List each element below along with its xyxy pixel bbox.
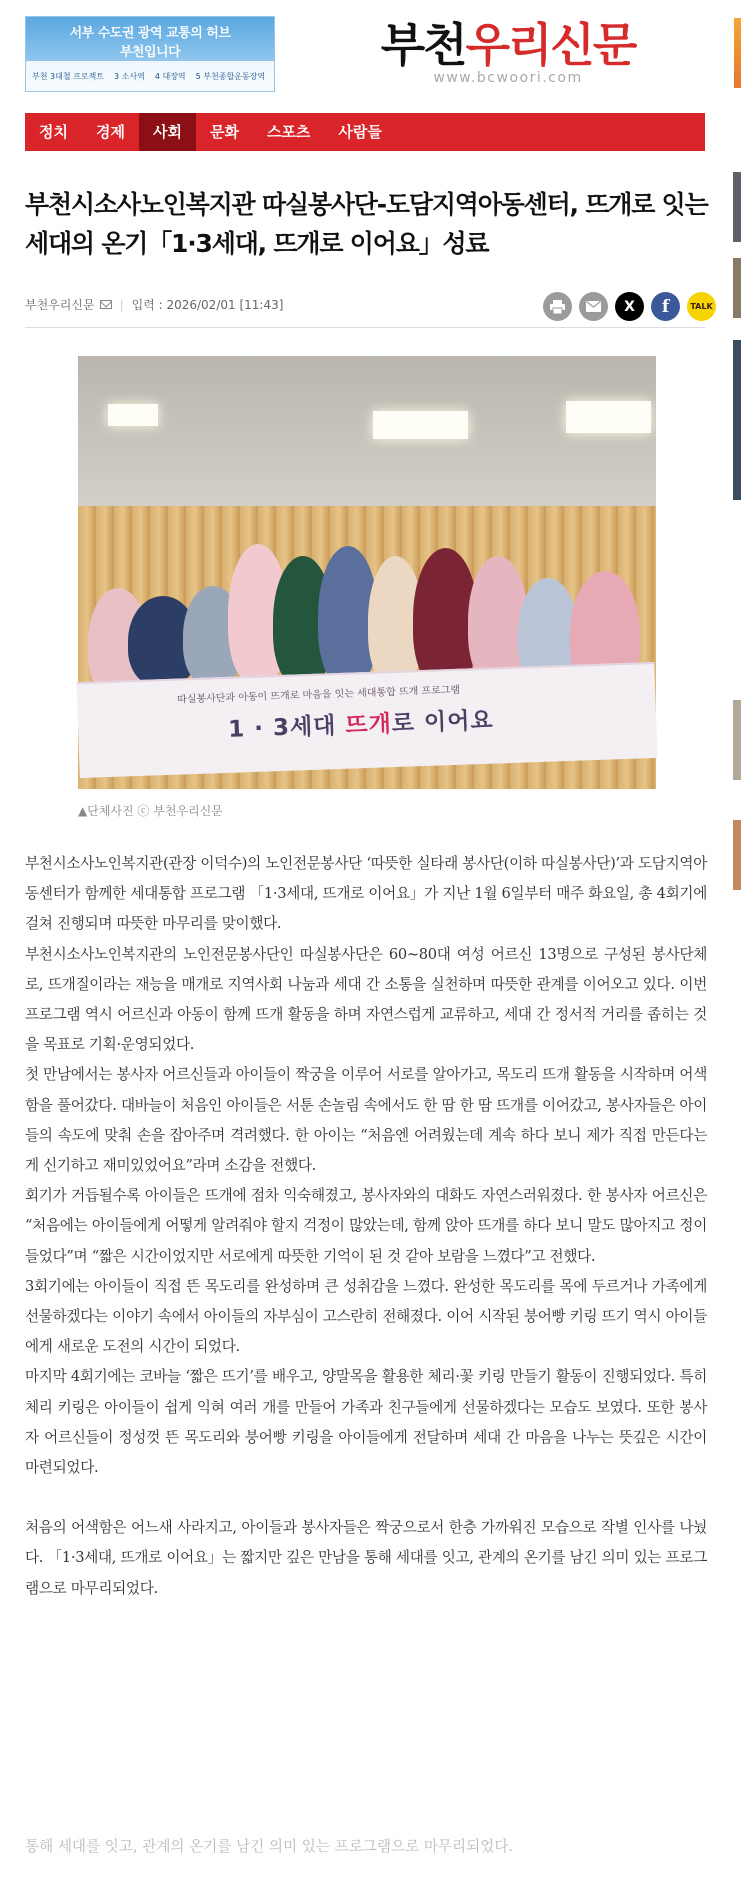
share-buttons (543, 292, 716, 321)
nav-item-economy[interactable]: 경제 (95, 123, 125, 141)
meta-divider: | (119, 297, 124, 312)
article-paragraph: 회기가 거듭될수록 아이들은 뜨개에 점차 익숙해졌고, 봉사자와의 대화도 자연스러워졌다. 한 봉사자 어르신은 “처음에는 아이들에게 어떻게 알려줘야 할지 걱정이 많았는데, 함께 앉아 뜨개를 하다 보니 말도 많아지고 정이 들었다”며 “짧은 시간이었지만 서로에게 따뜻한 기억이 된 것 같아 보람을 느꼈다”고 전했다. (25, 1187, 707, 1265)
ad-line-item: 4 대장역 (154, 71, 186, 81)
photo-banner-title-a: 1 · 3세대 (227, 712, 346, 743)
logo-part-black: 부천 (380, 18, 466, 72)
article-cutoff-line (25, 1838, 707, 1874)
print-icon[interactable] (543, 292, 572, 321)
site-logo[interactable] (378, 18, 638, 86)
author-name[interactable]: 부천우리신문 (25, 298, 95, 312)
article-paragraph: 처음의 어색함은 어느새 사라지고, 아이들과 봉사자들은 짝궁으로서 한층 가까워진 모습으로 작별 인사를 나눴다. 「1·3세대, 뜨개로 이어요」는 짧지만 깊은 만남을 통해 세대를 잇고, 관계의 온기를 남긴 의미 있는 프로그램으로 마무리되었다. (25, 1519, 707, 1597)
article-paragraph: 3회기에는 아이들이 직접 뜬 목도리를 완성하며 큰 성취감을 느꼈다. 완성한 목도리를 목에 두르거나 가족에게 선물하겠다는 이야기 속에서 아이들의 자부심이 고스란히 전해졌다. 이어 시작된 붕어빵 키링 뜨기 역시 아이들에게 새로운 도전의 시간이 되었다. (25, 1277, 707, 1356)
photo-ceiling-light (108, 404, 158, 426)
photo-ceiling-light (373, 411, 468, 439)
nav-item-politics[interactable]: 정치 (39, 123, 68, 141)
nav-item-culture[interactable]: 문화 (209, 123, 239, 141)
photo-caption: ▲단체사진 ⓒ 부천우리신문 (78, 804, 223, 818)
ad-headline: 서부 수도권 광역 교통의 허브 (69, 26, 231, 41)
logo-wordmark (378, 18, 638, 72)
article-paragraph: 부천시소사노인복지관의 노인전문봉사단인 따실봉사단은 60~80대 여성 어르신 13명으로 구성된 봉사단체로, 뜨개질이라는 재능을 매개로 지역사회 나눔과 세대 간 소통을 실천하며 따뜻한 관계를 이어오고 있다. 이번 프로그램 역시 어르신과 아동이 함께 뜨개 활동을 하며 자연스럽게 교류하고, 세대 간 정서적 거리를 좁히는 것을 목표로 기획·운영되었다. (25, 945, 707, 1054)
email-icon[interactable] (579, 292, 608, 321)
side-thumbnail[interactable] (733, 172, 741, 242)
header-divider (25, 327, 705, 328)
main-nav (25, 113, 705, 151)
header-ad-banner[interactable] (25, 16, 275, 92)
article-title: 부천시소사노인복지관 따실봉사단-도담지역아동센터, 뜨개로 잇는 세대의 온기「1·3세대, 뜨개로 이어요」성료 (25, 190, 708, 258)
photo-ceiling-light (566, 401, 651, 433)
kakaotalk-share-icon[interactable]: TALK (687, 292, 716, 321)
facebook-share-icon[interactable]: f (651, 292, 680, 321)
article-paragraph: 부천시소사노인복지관(관장 이덕수)의 노인전문봉사단 ‘따뜻한 실타래 봉사단(이하 따실봉사단)’과 도담지역아동센터가 함께한 세대통합 프로그램 「1·3세대, 뜨개로 이어요」가 지난 1월 6일부터 매주 화요일, 총 4회기에 걸쳐 진행되며 따뜻한 마무리를 맞이했다. (25, 855, 707, 933)
ad-line-item: 5 부천종합운동장역 (195, 71, 266, 81)
side-thumbnail[interactable] (733, 700, 741, 780)
ad-line-item: 부천 3대철 프로젝트 (32, 71, 104, 81)
logo-part-red: 우리신문 (465, 18, 636, 72)
side-thumbnail[interactable] (733, 340, 741, 500)
nav-item-people[interactable]: 사람들 (338, 123, 382, 141)
photo-banner-title (228, 702, 495, 744)
article-meta (25, 296, 283, 313)
photo-banner (77, 662, 658, 778)
nav-item-society[interactable]: 사회 (139, 113, 196, 151)
photo-banner-title-highlight: 뜨개 (344, 711, 393, 739)
article-paragraph: 첫 만남에서는 봉사자 어르신들과 아이들이 짝궁을 이루어 서로를 알아가고, 목도리 뜨개 활동을 시작하며 어색함을 풀어갔다. 대바늘이 처음인 아이들은 서툰 손놀림 속에서도 한 땀 한 땀 뜨개를 이어갔고, 봉사자들은 아이들의 속도에 맞춰 손을 잡아주며 격려했다. 한 아이는 “처음엔 어려웠는데 계속 하다 보니 제가 직접 만든다는 게 신기하고 재미있었어요”라며 소감을 전했다. (25, 1066, 708, 1175)
side-thumbnail[interactable] (733, 820, 741, 890)
article-photo[interactable] (78, 356, 656, 789)
logo-url: www.bcwoori.com (433, 70, 583, 86)
cutoff-text: 통해 세대를 잇고, 관계의 온기를 남긴 의미 있는 프로그램으로 마무리되었다. (25, 1838, 514, 1855)
article-body (25, 849, 707, 1604)
ad-line-item: 3 소사역 (114, 71, 145, 81)
photo-banner-title-c: 로 이어요 (391, 707, 495, 738)
ad-line-strip (26, 61, 274, 91)
side-ad-edge[interactable] (734, 18, 741, 88)
publish-date: 입력 : 2026/02/01 [11:43] (131, 298, 284, 312)
nav-item-sports[interactable]: 스포츠 (266, 123, 311, 141)
ad-subheadline: 부천입니다 (119, 45, 181, 60)
photo-banner-subtitle: 따실봉사단과 아동이 뜨개로 마음을 잇는 세대통합 뜨개 프로그램 (176, 684, 461, 706)
x-share-icon[interactable]: X (615, 292, 644, 321)
mail-icon[interactable] (100, 300, 112, 309)
article-paragraph: 마지막 4회기에는 코바늘 ‘짧은 뜨기’를 배우고, 양말목을 활용한 체리·꽃 키링 만들기 활동이 진행되었다. 특히 체리 키링은 아이들이 쉽게 익혀 여러 개를 만들어 가족과 친구들에게 선물하겠다는 모습도 보였다. 또한 봉사자 어르신들이 정성껏 뜬 목도리와 붕어빵 키링을 아이들에게 전달하며 세대 간 마음을 나누는 뜻깊은 시간이 마련되었다. (25, 1368, 707, 1477)
side-thumbnail[interactable] (733, 258, 741, 318)
